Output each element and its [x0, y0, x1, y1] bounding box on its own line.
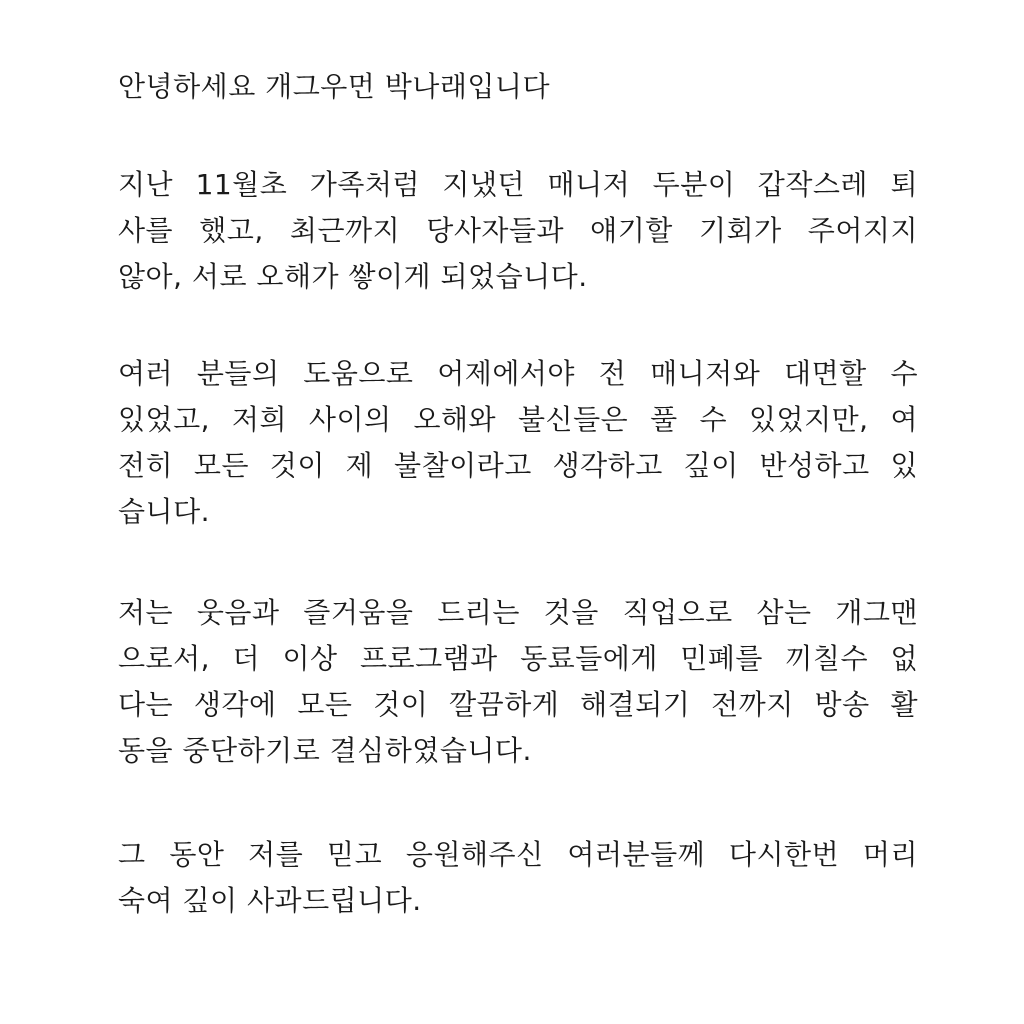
text-line: 전히 모든 것이 제 불찰이라고 생각하고 깊이 반성하고 있 — [118, 449, 918, 482]
text-line: 그 동안 저를 믿고 응원해주신 여러분들께 다시한번 머리 — [118, 838, 918, 871]
text-line: 사를 했고, 최근까지 당사자들과 얘기할 기회가 주어지지 — [118, 214, 918, 247]
paragraph-background — [118, 162, 918, 300]
text-line: 습니다. — [118, 495, 211, 528]
text-line: 여러 분들의 도움으로 어제에서야 전 매니저와 대면할 수 — [118, 357, 918, 390]
text-line: 지난 11월초 가족처럼 지냈던 매니저 두분이 갑작스레 퇴 — [118, 168, 918, 201]
text-line: 동을 중단하기로 결심하였습니다. — [118, 734, 532, 767]
text-line: 않아, 서로 오해가 쌓이게 되었습니다. — [118, 260, 588, 293]
text-line: 있었고, 저희 사이의 오해와 불신들은 풀 수 있었지만, 여 — [118, 403, 918, 436]
text-line: 다는 생각에 모든 것이 깔끔하게 해결되기 전까지 방송 활 — [118, 688, 918, 721]
paragraph-reflection — [118, 351, 918, 535]
text-line: 숙여 깊이 사과드립니다. — [118, 884, 422, 917]
paragraph-apology — [118, 832, 918, 924]
text-line: 으로서, 더 이상 프로그램과 동료들에게 민폐를 끼칠수 없 — [118, 642, 918, 675]
paragraph-decision — [118, 590, 918, 774]
text-line: 안녕하세요 개그우먼 박나래입니다 — [118, 70, 551, 103]
text-line: 저는 웃음과 즐거움을 드리는 것을 직업으로 삼는 개그맨 — [118, 596, 918, 629]
paragraph-greeting — [118, 64, 918, 110]
